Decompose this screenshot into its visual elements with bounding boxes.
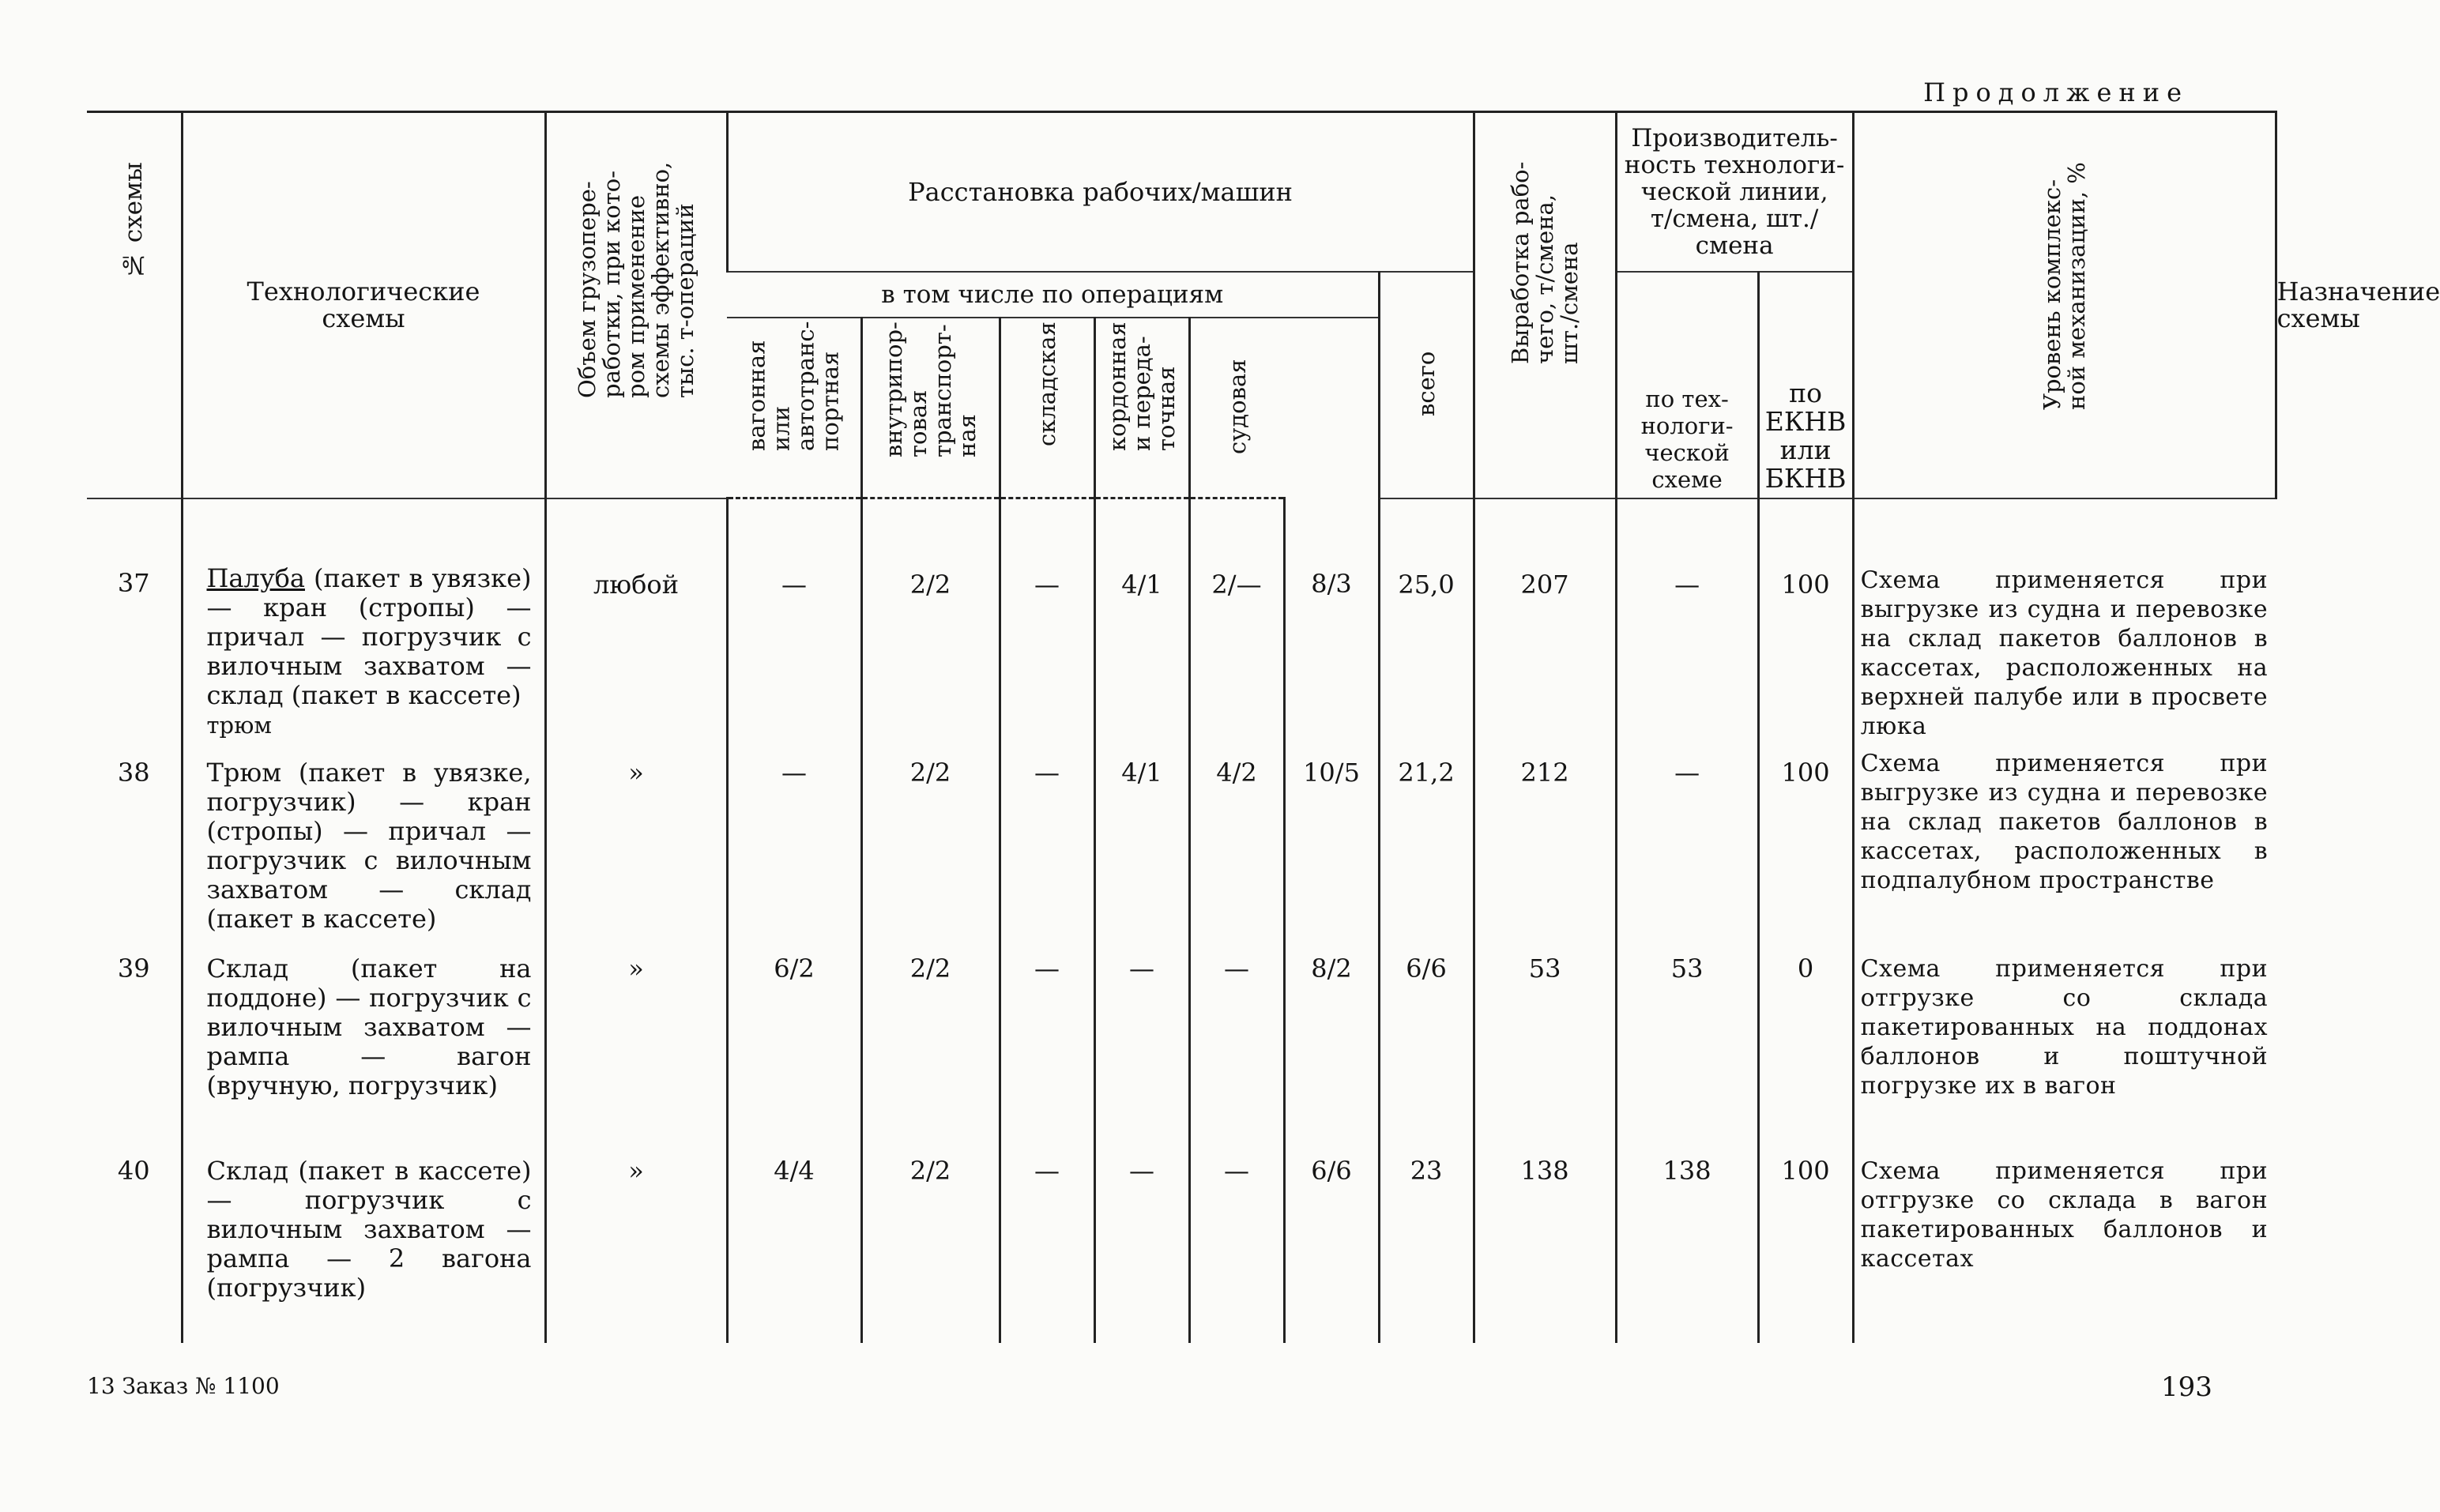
row-num: 40 <box>117 1155 150 1186</box>
row-ship: 2/— <box>1189 498 1284 741</box>
table-row <box>87 498 2276 741</box>
col-productivity: Производитель- ность технологи- ческой линии, т/смена, шт./смена <box>1616 112 1853 273</box>
scheme-lead: Палуба <box>206 562 305 593</box>
row-prod-ekhv: 138 <box>1616 1145 1758 1343</box>
row-volume: любой <box>545 498 727 741</box>
row-num: 37 <box>117 567 150 598</box>
row-warehouse: — <box>1000 741 1094 943</box>
row-volume: » <box>545 1145 727 1343</box>
row-volume: » <box>545 943 727 1145</box>
col-volume: Объем грузопере- работки, при кото- ром применение схемы эффективно, тыс. т-операций <box>545 112 727 498</box>
row-prod-ekhv: 53 <box>1616 943 1758 1145</box>
row-scheme: Трюм (пакет в увязке, погрузчик) — кран (стропы) — причал — погрузчик с вилочным захватом — склад (пакет в кассете) <box>182 741 545 943</box>
row-scheme: Склад (пакет в кассете) — погрузчик с вилочным захватом — рампа — 2 вагона (погрузчик) <box>182 1145 545 1343</box>
row-ship: — <box>1189 1145 1284 1343</box>
row-total: 8/2 <box>1284 943 1379 1145</box>
row-prod-ekhv: — <box>1616 498 1758 741</box>
footer-order: 13 Заказ № 1100 <box>87 1373 280 1399</box>
row-prod-tech: 138 <box>1474 1145 1616 1343</box>
row-internal: 2/2 <box>861 498 1000 741</box>
row-wagon: — <box>727 498 861 741</box>
page-number: 193 <box>2161 1371 2212 1403</box>
col-prod-tech: по тех- нологи- ческой схеме <box>1616 272 1758 498</box>
row-kordon: 4/1 <box>1094 741 1189 943</box>
col-internal: внутрипор- товая транспорт- ная <box>861 318 1000 498</box>
row-warehouse: — <box>1000 1145 1094 1343</box>
row-num: 38 <box>117 757 150 788</box>
row-prod-ekhv: — <box>1616 741 1758 943</box>
row-purpose: Схема применяется при выгрузке из судна и перевозке на склад пакетов баллонов в кассетах, расположенных на верхней палубе или в просвете люка <box>1853 498 2276 741</box>
col-ship: судовая <box>1189 318 1284 498</box>
row-scheme <box>182 498 545 741</box>
row-warehouse: — <box>1000 498 1094 741</box>
row-kordon: — <box>1094 1145 1189 1343</box>
row-internal: 2/2 <box>861 943 1000 1145</box>
row-mechanization: 0 <box>1758 943 1853 1145</box>
row-purpose: Схема применяется при выгрузке из судна и перевозке на склад пакетов баллонов в кассетах, расположенных в подпалубном пространстве <box>1853 741 2276 943</box>
row-output: 21,2 <box>1379 741 1474 943</box>
row-ship: 4/2 <box>1189 741 1284 943</box>
row-kordon: 4/1 <box>1094 498 1189 741</box>
row-mechanization: 100 <box>1758 741 1853 943</box>
row-purpose: Схема применяется при отгрузке со склада пакетированных на поддонах баллонов и поштучной погрузке их в вагон <box>1853 943 2276 1145</box>
scheme-text: (пакет в увязке) — кран (стропы) — причал — погрузчик с вилочным захватом — склад (пакет в кассете) <box>206 562 532 710</box>
row-ship: — <box>1189 943 1284 1145</box>
row-wagon: 6/2 <box>727 943 861 1145</box>
row-volume: » <box>545 741 727 943</box>
col-num: № схемы <box>87 112 182 498</box>
row-internal: 2/2 <box>861 741 1000 943</box>
row-output: 6/6 <box>1379 943 1474 1145</box>
row-prod-tech: 53 <box>1474 943 1616 1145</box>
row-total: 10/5 <box>1284 741 1379 943</box>
col-output: Выработка рабо- чего, т/смена, шт./смена <box>1474 112 1616 498</box>
row-wagon: 4/4 <box>727 1145 861 1343</box>
table-row <box>87 943 2276 1145</box>
continued-label: Продолжение <box>1923 77 2189 107</box>
row-scheme: Склад (пакет на поддоне) — погрузчик с вилочным захватом — рампа — вагон (вручную, погрузчик) <box>182 943 545 1145</box>
table-row <box>87 741 2276 943</box>
row-num: 39 <box>117 953 150 984</box>
row-output: 25,0 <box>1379 498 1474 741</box>
row-kordon: — <box>1094 943 1189 1145</box>
row-mechanization: 100 <box>1758 1145 1853 1343</box>
row-prod-tech: 207 <box>1474 498 1616 741</box>
col-placement: Расстановка рабочих/машин <box>727 112 1474 273</box>
col-scheme: Технологические схемы <box>182 112 545 498</box>
row-wagon: — <box>727 741 861 943</box>
col-mechanization: Уровень комплекс- ной механизации, % <box>1853 112 2276 498</box>
col-warehouse: складская <box>1000 318 1094 498</box>
col-by-operation: в том числе по операциям <box>727 272 1379 318</box>
col-wagon: вагонная или автотранс- портная <box>727 318 861 498</box>
row-warehouse: — <box>1000 943 1094 1145</box>
col-total: всего <box>1379 272 1474 498</box>
scheme-note: трюм <box>206 711 272 739</box>
row-total: 6/6 <box>1284 1145 1379 1343</box>
table-row <box>87 1145 2276 1343</box>
row-total: 8/3 <box>1284 498 1379 741</box>
schemes-table: № схемы Технологические схемы Объем грузопере- работки, при кото- ром применение схемы эффективно, тыс. т-операций Расстановка рабочих/машин Выработка рабо- чего, т/смена, шт./смена Производитель- ность технологи- ческой линии, т/смена, шт./смена Уровень комплекс- ной механизации, % Назначение схемы в том числе по операциям всего по тех- нологи- ческой схеме по ЕКНВ или БКНВ вагонная или автотранс- портная внутрипор- товая транспорт- ная складская кордонная и переда- точная судовая 37 Палуба (пакет в увязке) — кран (стропы) — причал — погрузчик с вилочным захватом — склад (пакет в кассете) трюм любой — 2/2 — 4/1 2/— 8/3 25,0 207 — 100 Схема применяется при выгрузке из судна и перевозке на склад пакетов баллонов в кассетах, расположенных на верхней палубе или в просвете люка 38 Трюм (пакет в увязке, погрузчик) — кран (стропы) — причал — погрузчик с вилочным захватом — склад (пакет в кассете) » — 2/2 — 4/1 4/2 10/5 21,2 212 — 100 Схема применяется при выгрузке из судна и перевозке на склад пакетов баллонов в кассетах, расположенных в подпалубном пространстве 39 Склад (пакет на поддоне) — погрузчик с вилочным захватом — рампа — вагон (вручную, погрузчик) » 6/2 2/2 — — — 8/2 6/6 53 53 0 Схема применяется при отгрузке со склада пакетированных на поддонах баллонов и поштучной погрузке их в вагон 40 Склад (пакет в кассете) — погрузчик с вилочным захватом — рампа — 2 вагона (погрузчик) » 4/4 2/2 — — — 6/6 23 138 138 100 Схема применяется при отгрузке со склада в вагон пакетированных баллонов и кассетах <box>87 111 2212 1343</box>
row-purpose: Схема применяется при отгрузке со склада в вагон пакетированных баллонов и кассетах <box>1853 1145 2276 1343</box>
row-prod-tech: 212 <box>1474 741 1616 943</box>
col-kordon: кордонная и переда- точная <box>1094 318 1189 498</box>
row-internal: 2/2 <box>861 1145 1000 1343</box>
col-prod-ekhv: по ЕКНВ или БКНВ <box>1758 272 1853 498</box>
row-mechanization: 100 <box>1758 498 1853 741</box>
row-output: 23 <box>1379 1145 1474 1343</box>
